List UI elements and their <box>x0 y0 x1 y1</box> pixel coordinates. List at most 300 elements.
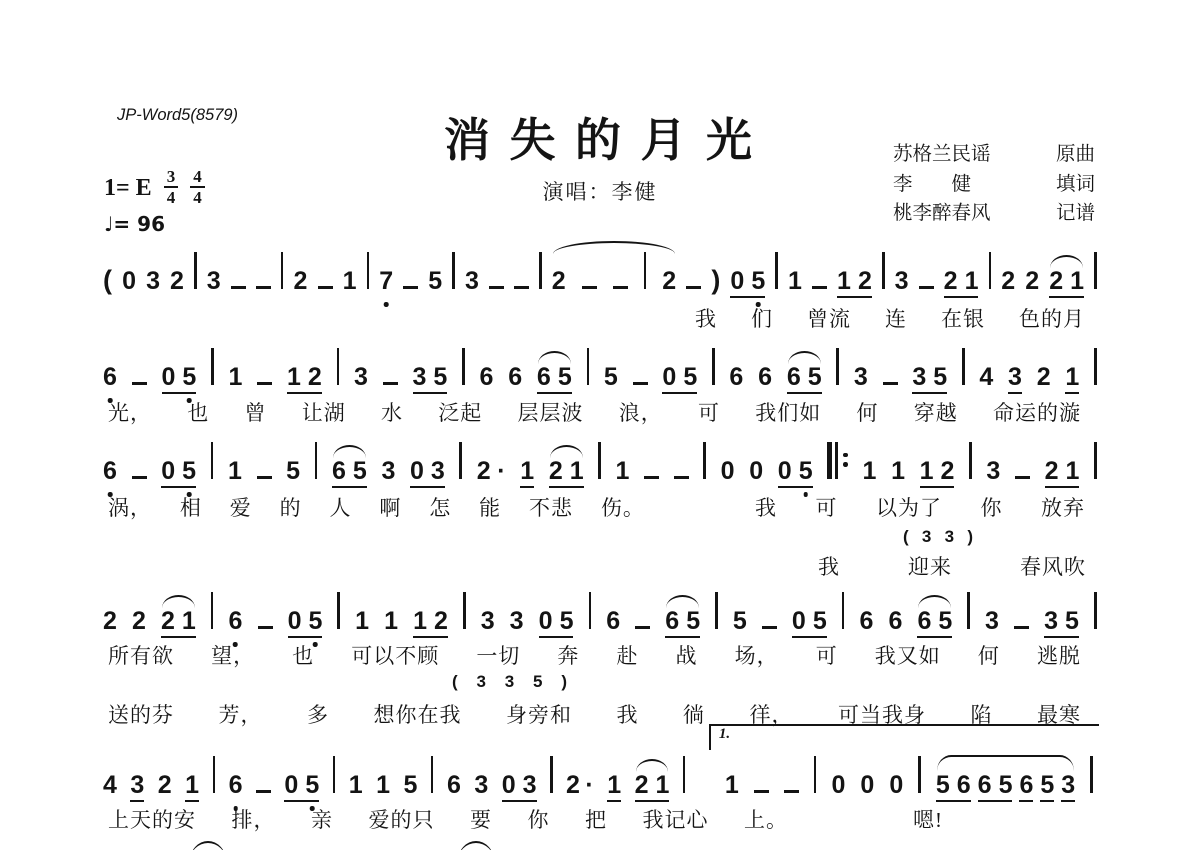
credit-role: 原曲 <box>1055 144 1095 165</box>
lyric-word: 人 <box>329 496 352 520</box>
lyric-word: 不悲 <box>529 496 573 520</box>
barline <box>367 252 370 289</box>
note: 5 <box>799 456 813 486</box>
note: 3 <box>853 363 868 391</box>
note: 2 <box>476 457 491 485</box>
note: 0 <box>161 457 176 485</box>
beam-group <box>662 362 697 394</box>
note: 5 <box>1040 770 1054 802</box>
note: 0 <box>410 457 424 485</box>
beam-group <box>413 362 448 394</box>
time-signature-4-4: $\frac{4}{4}$ <box>190 168 205 206</box>
beam-group <box>912 362 947 394</box>
credits-block <box>893 140 1095 229</box>
music-line-1 <box>103 252 1097 295</box>
note: 5 <box>807 363 822 391</box>
close-paren: ) <box>711 265 721 295</box>
lyric-word: 让湖 <box>301 401 346 425</box>
note: 3 <box>480 607 495 635</box>
lyric-word: 可 <box>815 644 838 668</box>
note: 5 <box>182 362 196 392</box>
note: 5 <box>286 457 301 485</box>
lyric-word: 水 <box>381 401 403 425</box>
lyric-word: ( <box>452 672 458 691</box>
barline <box>539 252 542 289</box>
credit-name: 苏格兰民谣 <box>893 144 991 165</box>
lyric-word: 也 <box>187 401 210 425</box>
music-line-4 <box>103 592 1097 635</box>
barline <box>589 592 592 629</box>
note: 5 <box>933 363 948 391</box>
note: 6 <box>888 607 903 635</box>
note: 6 <box>508 363 523 391</box>
barline <box>882 252 885 289</box>
note: 6 <box>446 771 461 799</box>
duration-dash <box>231 286 246 289</box>
note: 5 <box>182 456 196 486</box>
note: 2 <box>160 607 175 635</box>
barline <box>452 252 455 289</box>
lyric-word: 5 <box>533 672 543 691</box>
lyrics-line <box>818 551 1086 581</box>
duration-dash <box>132 476 147 479</box>
barline <box>211 592 214 629</box>
volta-bracket <box>709 726 1097 802</box>
lyric-word: 你 <box>527 808 550 832</box>
note: 0 <box>730 267 745 295</box>
barline <box>962 348 965 385</box>
note: 2 <box>1049 267 1064 295</box>
lyric-word: 上天的安 <box>108 808 196 832</box>
note: 2 <box>551 267 566 295</box>
lyric-word: 伤。 <box>600 496 645 520</box>
barline <box>598 442 601 479</box>
lyric-word: 送的芬 <box>108 703 174 727</box>
note: 6 <box>665 607 680 635</box>
beam-group <box>936 770 971 802</box>
note: 3 <box>522 771 537 799</box>
barline <box>463 592 466 629</box>
lyric-word: 可当我身 <box>838 703 926 727</box>
note: 1 <box>891 457 905 485</box>
note: 1 <box>787 267 802 295</box>
note: 6 <box>606 607 621 635</box>
duration-dash <box>784 790 799 793</box>
duration-dash <box>582 286 597 289</box>
note: 1 <box>413 607 428 635</box>
duration-dash <box>754 790 769 793</box>
lyric-word: 也 <box>292 644 315 668</box>
music-line-5 <box>103 726 1097 799</box>
beam-group <box>920 456 955 488</box>
barline <box>1094 348 1097 385</box>
note: 2 <box>131 607 146 635</box>
lyric-word: 层层波 <box>517 401 584 425</box>
duration-dash <box>919 286 934 289</box>
lyric-word: 相 <box>179 496 202 520</box>
performer-line: 演唱：李健 <box>542 180 658 204</box>
note: 6 <box>331 457 346 485</box>
lyric-word: 曾流 <box>807 307 851 331</box>
note: 2 <box>634 771 649 799</box>
note: 0 <box>777 457 792 485</box>
duration-dash <box>883 382 898 385</box>
note: 3 <box>1008 362 1022 394</box>
note: 1 <box>964 267 979 295</box>
note: 6 <box>479 363 494 391</box>
note: 2 <box>170 267 184 295</box>
note: 5 <box>557 363 572 391</box>
barline <box>315 442 318 479</box>
barline <box>333 756 336 793</box>
barline <box>462 348 465 385</box>
lyric-word: 我们如 <box>755 401 822 425</box>
lyric-word: 以为了 <box>876 496 942 520</box>
note: 3 <box>146 267 160 295</box>
lyric-word: 场， <box>734 644 779 668</box>
note: 5 <box>732 607 747 635</box>
note: 3 <box>912 363 927 391</box>
note: 0 <box>860 771 875 799</box>
duration-dash <box>258 626 273 629</box>
barline <box>1090 756 1093 793</box>
time-signature-3-4: $\frac{3}{4}$ <box>164 168 179 206</box>
lyric-word: 徜 <box>683 703 705 727</box>
note: 5 <box>1064 607 1079 635</box>
note: 7 <box>379 266 393 296</box>
lyric-word: 穿越 <box>913 401 958 425</box>
lyrics-line <box>695 303 1085 333</box>
note: 5 <box>812 607 827 635</box>
note: 2 <box>1044 457 1059 485</box>
note: 5 <box>603 363 618 391</box>
note: 0 <box>831 771 846 799</box>
duration-dash <box>514 286 529 289</box>
music-line-3 <box>103 442 1097 485</box>
lyric-word: 爱 <box>229 496 252 520</box>
slur-group <box>917 606 952 638</box>
note: 3 <box>1061 770 1075 802</box>
lyric-word: 我 <box>616 703 639 727</box>
lyric-word: 们 <box>751 307 773 331</box>
duration-dash <box>762 626 777 629</box>
note: 5 <box>305 770 319 800</box>
note: 2 <box>943 267 958 295</box>
lyric-word: ) <box>967 527 973 546</box>
lyric-word: 徉， <box>749 703 794 727</box>
lyric-word: 排， <box>231 808 276 832</box>
note: 5 <box>751 266 765 296</box>
lyrics-line <box>108 699 1081 729</box>
low-octave-dot <box>384 302 389 307</box>
lyric-word: 3 <box>476 672 486 691</box>
duration-dash <box>633 382 648 385</box>
beam-group <box>284 770 319 802</box>
tempo-marking: ♩= 96 <box>104 212 165 236</box>
beam-group <box>1044 606 1079 638</box>
beam-group <box>410 456 445 488</box>
note: 6 <box>1019 770 1033 802</box>
beam-group <box>792 606 827 638</box>
note: 3 <box>430 457 445 485</box>
note: 1 <box>607 770 621 802</box>
lyric-word: 我记心 <box>642 808 709 832</box>
note: 1 <box>520 456 534 488</box>
lyric-word: 曾 <box>244 401 267 425</box>
lyric-word: 可 <box>815 496 838 520</box>
song-title: 消 失 的 月 光 <box>444 115 756 166</box>
note: 1 <box>1065 362 1079 394</box>
note: 3 <box>985 607 999 635</box>
barline <box>281 252 284 289</box>
lyrics-line <box>108 397 1081 427</box>
credit-name: 李 健 <box>893 173 972 195</box>
barline <box>712 348 715 385</box>
barline <box>836 348 839 385</box>
note: 1 <box>227 457 242 485</box>
beam-group <box>162 362 197 394</box>
note: 0 <box>501 771 516 799</box>
duration-dash <box>635 626 650 629</box>
beam-group <box>288 606 323 638</box>
note: 3 <box>986 457 1001 485</box>
lyric-word: 要 <box>470 808 492 832</box>
lyric-word: 多 <box>307 703 329 727</box>
note: 1 <box>1070 267 1084 295</box>
note: 1 <box>342 267 357 295</box>
note: 6 <box>956 771 971 799</box>
note: 6 <box>229 770 243 800</box>
beam-group <box>413 606 448 638</box>
note: 1 <box>348 771 363 799</box>
note: 0 <box>720 457 735 485</box>
note: 0 <box>284 771 299 799</box>
beam-group <box>1045 456 1080 488</box>
lyric-word: 想你在我 <box>373 703 462 727</box>
beam-group <box>944 266 979 298</box>
duration-dash <box>489 286 504 289</box>
duration-dash <box>318 286 333 289</box>
lyric-word: 爱的只 <box>368 808 435 832</box>
interlude-note-hint <box>452 672 567 692</box>
note: 1 <box>1065 457 1080 485</box>
note: 0 <box>749 457 764 485</box>
lyrics-line <box>108 804 788 834</box>
note: 1 <box>569 457 584 485</box>
note: 1 <box>376 771 391 799</box>
slur-group <box>787 362 822 394</box>
note: 6 <box>786 363 801 391</box>
lyrics-line: 嗯! <box>913 808 943 832</box>
note: 5 <box>433 363 448 391</box>
lyric-word: 所有欲 <box>108 644 174 668</box>
lyric-word: ( <box>903 527 909 546</box>
open-paren: ( <box>103 265 112 295</box>
note: 2 <box>662 267 677 295</box>
duration-dash <box>812 286 827 289</box>
slur-group <box>936 770 1075 802</box>
note: 1 <box>615 457 630 485</box>
duration-dash <box>674 476 689 479</box>
lyric-word: 泛起 <box>438 401 483 425</box>
note: 6 <box>103 362 117 392</box>
slur-group <box>549 456 584 488</box>
note: 4 <box>979 363 994 391</box>
barline <box>337 348 340 385</box>
note: 1 <box>228 363 243 391</box>
slur-group <box>537 362 572 394</box>
note: 1 <box>655 771 670 799</box>
beam-group <box>287 362 322 394</box>
note: 5 <box>309 606 323 636</box>
lyric-word: 望， <box>211 644 256 668</box>
barline <box>683 756 686 793</box>
lyric-word: 命运的漩 <box>993 401 1081 425</box>
augmentation-dot: · <box>497 457 506 485</box>
note: 3 <box>894 267 909 295</box>
note: 2 <box>566 771 580 799</box>
cutoff-slur-arc <box>458 841 494 850</box>
lyric-word: 把 <box>585 808 607 832</box>
lyric-word: 赴 <box>616 644 639 668</box>
lyric-word: 能 <box>479 496 502 520</box>
note: 5 <box>998 771 1013 799</box>
note: 1 <box>287 363 301 391</box>
credit-name: 桃李醉春风 <box>893 203 991 224</box>
lyric-word: 芳， <box>218 703 263 727</box>
note: 3 <box>1044 607 1058 635</box>
lyric-word: 光， <box>108 401 152 425</box>
note: 0 <box>161 363 176 391</box>
barline <box>194 252 197 289</box>
barline <box>989 252 992 289</box>
note: 5 <box>935 771 950 799</box>
note: 2 <box>1001 267 1016 295</box>
key-label: 1= E <box>104 174 152 201</box>
note: 0 <box>791 607 806 635</box>
barline <box>644 252 647 289</box>
volta-label: 1. <box>718 726 731 742</box>
note: 0 <box>538 607 553 635</box>
slur-group <box>635 770 670 802</box>
barline <box>213 756 216 793</box>
duration-dash <box>257 382 272 385</box>
note: 2 <box>857 267 872 295</box>
lyric-word: ) <box>561 672 567 691</box>
duration-dash <box>403 286 418 289</box>
note: 1 <box>919 457 934 485</box>
lyric-word: 逃脱 <box>1036 644 1081 668</box>
lyric-word: 3 <box>944 527 955 546</box>
note: 3 <box>381 457 396 485</box>
lyric-word: 浪， <box>618 401 663 425</box>
note: 2 <box>1036 363 1051 391</box>
note: 2 <box>548 457 563 485</box>
lyric-word: 上。 <box>744 808 788 832</box>
lyric-word: 我 <box>755 496 777 520</box>
lyric-word: 迎来 <box>908 555 952 579</box>
note: 1 <box>384 607 399 635</box>
note: 3 <box>509 607 524 635</box>
repeat-thick-bar <box>827 442 832 479</box>
beam-group <box>730 266 765 298</box>
beam-group <box>502 770 537 802</box>
repeat-dots <box>843 453 848 467</box>
note: 5 <box>352 457 367 485</box>
duration-dash <box>256 286 271 289</box>
lyrics-line <box>755 492 1085 522</box>
barline <box>211 442 214 479</box>
slur-group <box>161 606 196 638</box>
note: 6 <box>229 606 243 636</box>
lyric-word: 你 <box>980 496 1003 520</box>
note: 2 <box>434 607 448 635</box>
note: 1 <box>355 607 370 635</box>
barline <box>1094 592 1097 629</box>
barline <box>842 592 845 629</box>
lyric-word: 放弃 <box>1041 496 1085 520</box>
note: 6 <box>758 363 773 391</box>
note: 2 <box>307 363 322 391</box>
barline <box>459 442 462 479</box>
credit-role: 记谱 <box>1055 203 1095 224</box>
lyric-word: 一切 <box>476 644 521 668</box>
lyric-word: 我 <box>695 307 717 331</box>
note: 3 <box>130 770 144 802</box>
lyrics-line <box>108 640 1081 670</box>
note: 5 <box>686 607 701 635</box>
beam-group <box>837 266 872 298</box>
lyric-word: 战 <box>675 644 698 668</box>
augmentation-dot: · <box>585 771 594 799</box>
note: 0 <box>287 607 302 635</box>
beam-group <box>539 606 574 638</box>
lyric-word: 我又如 <box>874 644 941 668</box>
note: 2 <box>940 457 955 485</box>
duration-dash <box>1015 476 1030 479</box>
note: 6 <box>103 456 117 486</box>
note: 5 <box>559 607 574 635</box>
barline <box>967 592 970 629</box>
repeat-thin-bar <box>835 442 837 479</box>
lyric-word: 陷 <box>970 703 993 727</box>
barline <box>550 756 553 793</box>
lyric-word: 奔 <box>557 644 580 668</box>
credit-original <box>893 140 1095 170</box>
lyric-word: 啊 <box>379 496 402 520</box>
music-line-2 <box>103 348 1097 391</box>
note: 3 <box>412 363 427 391</box>
note: 4 <box>103 771 117 799</box>
beam-group <box>778 456 813 488</box>
key-signature <box>104 167 205 207</box>
generator-label: JP-Word5(8579) <box>117 106 239 124</box>
note: 0 <box>662 363 677 391</box>
duration-dash <box>383 382 398 385</box>
note: 6 <box>536 363 551 391</box>
barline <box>587 348 590 385</box>
duration-dash <box>613 286 628 289</box>
duration-dash <box>132 382 147 385</box>
lyric-word: 怎 <box>429 496 452 520</box>
note: 1 <box>185 770 199 802</box>
note: 2 <box>1025 267 1040 295</box>
note: 2 <box>157 771 172 799</box>
note: 1 <box>181 607 196 635</box>
barline <box>1094 442 1097 479</box>
note: 5 <box>428 267 443 295</box>
lyric-word: 3 <box>504 672 515 691</box>
